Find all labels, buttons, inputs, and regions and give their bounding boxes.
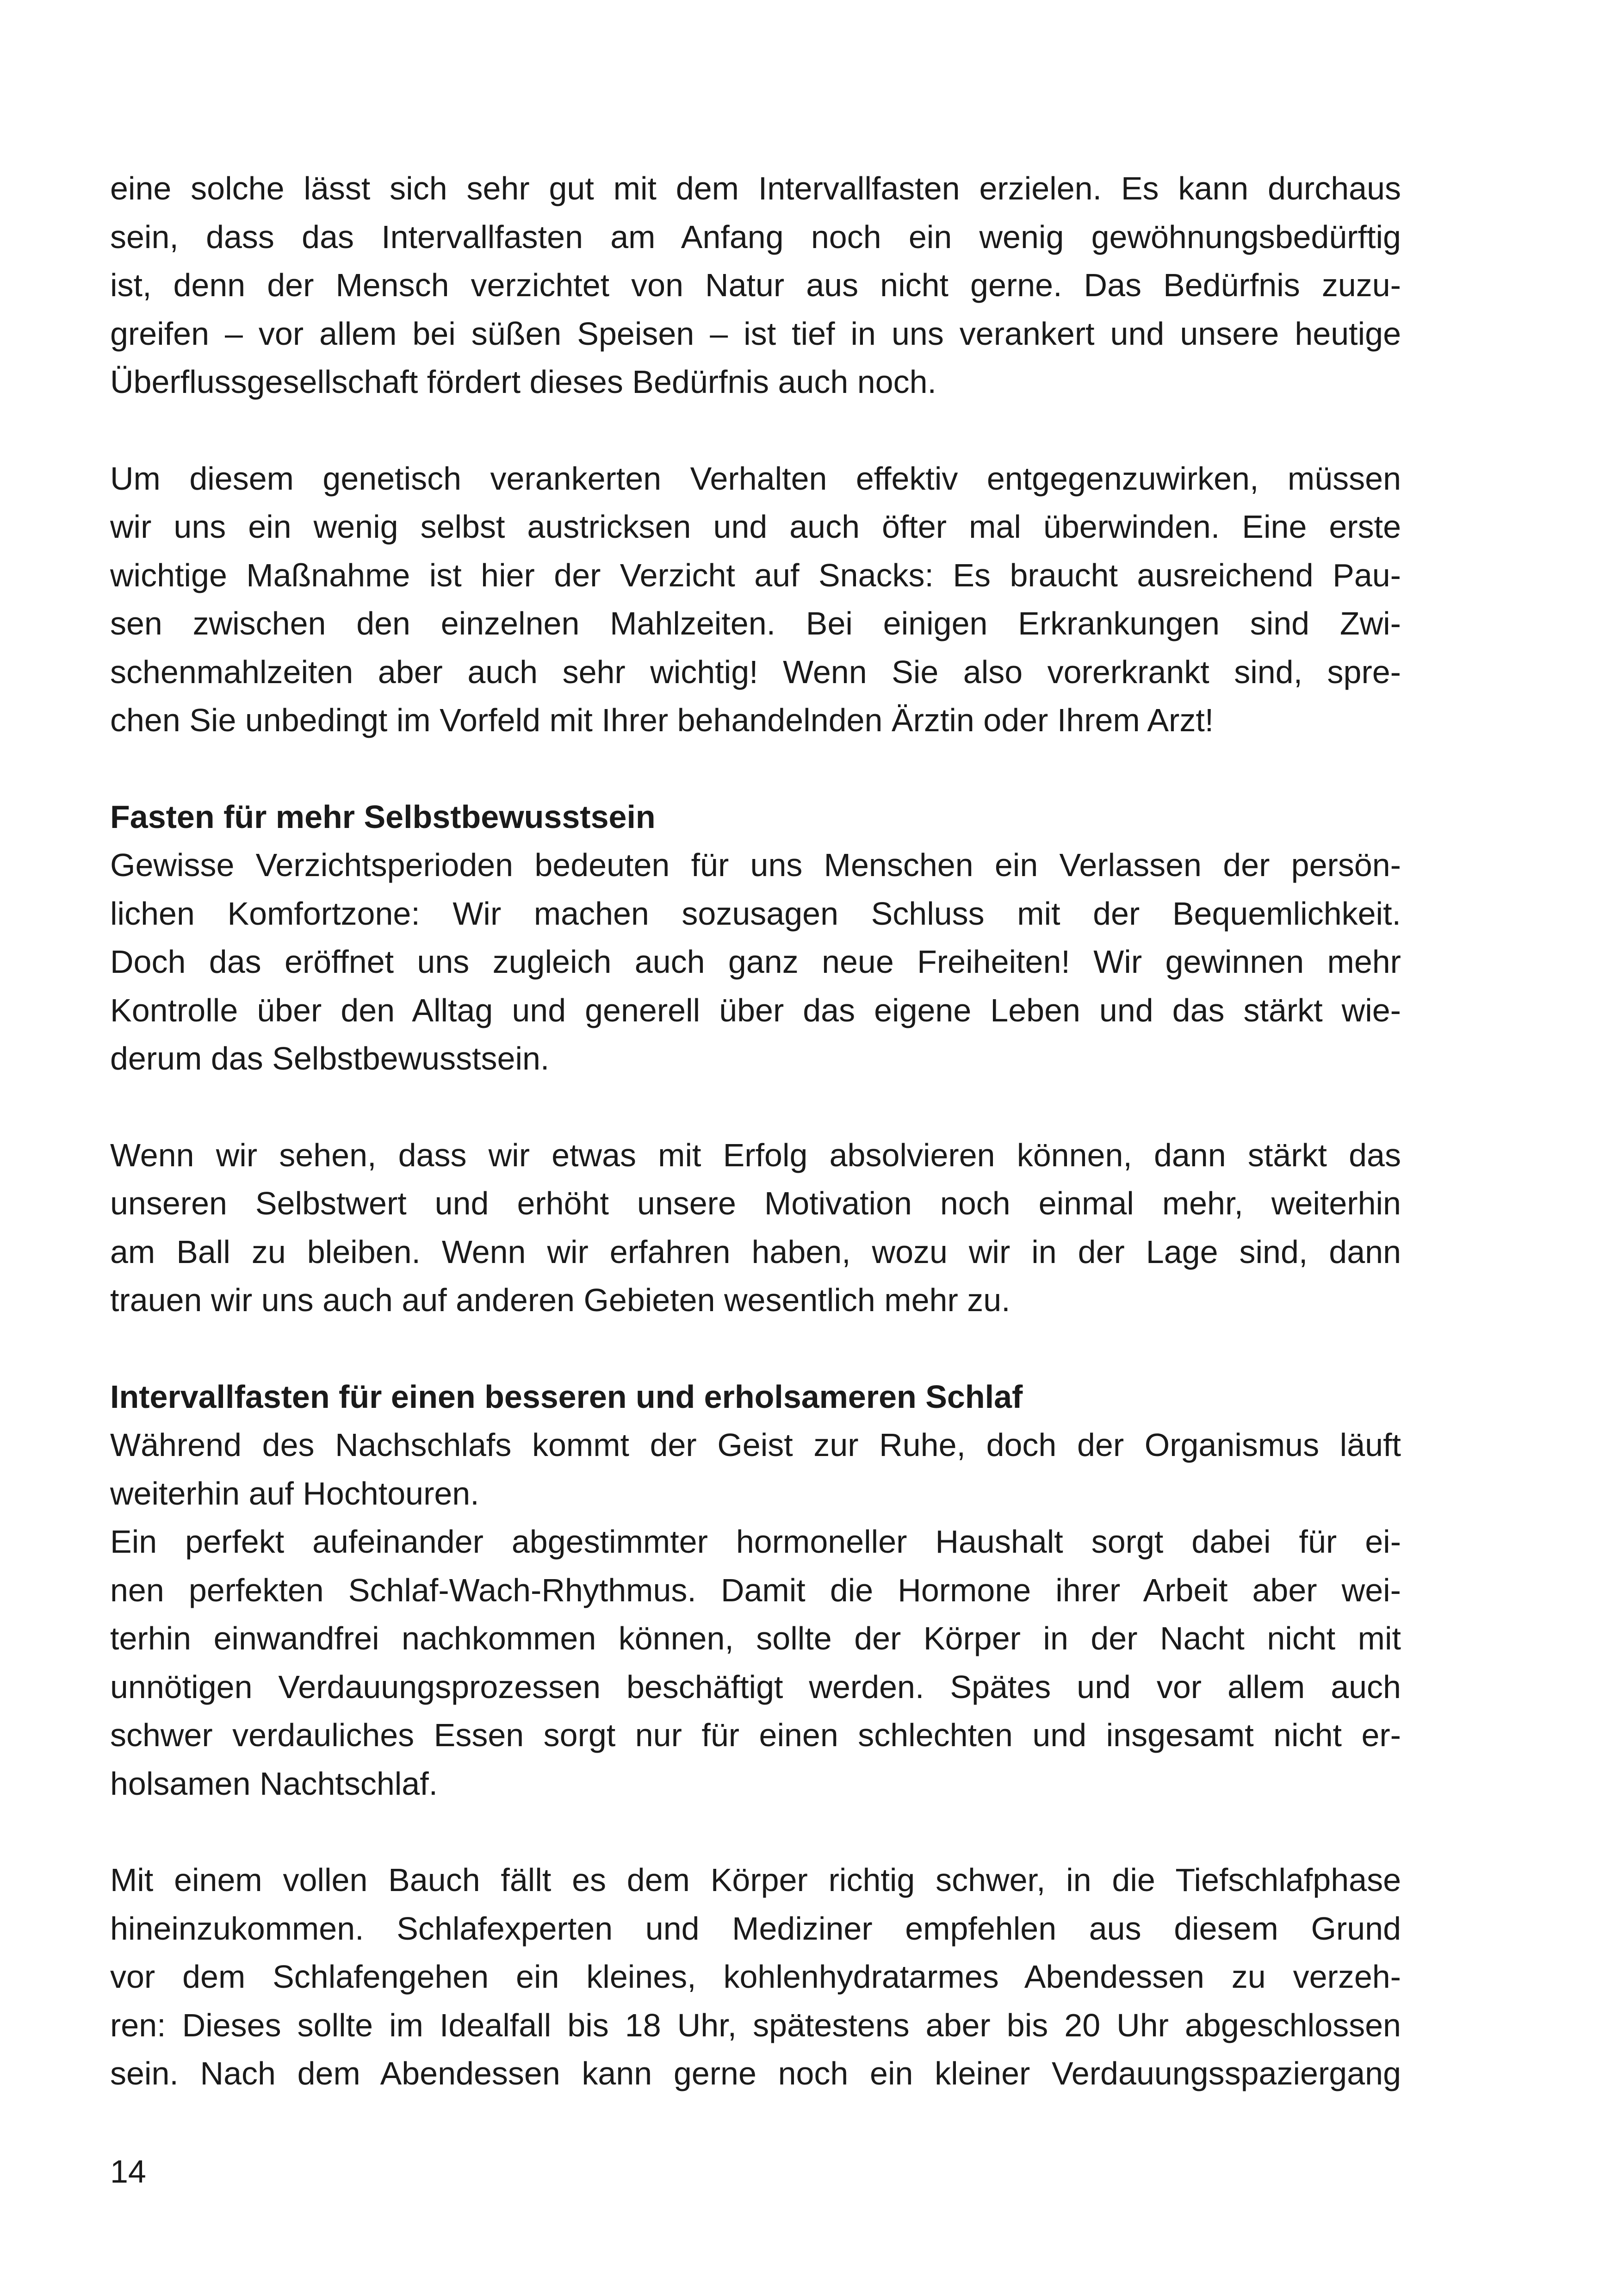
- text-line: unseren Selbstwert und erhöht unsere Motivation noch einmal mehr, weiterhin: [110, 1185, 1401, 1221]
- text-line: Wenn wir sehen, dass wir etwas mit Erfolg absolvieren können, dann stärkt das: [110, 1137, 1401, 1173]
- paragraph-gap: [110, 406, 1401, 454]
- text-line: Gewisse Verzichtsperioden bedeuten für uns Menschen ein Verlassen der persön-: [110, 847, 1401, 883]
- text-line: Mit einem vollen Bauch fällt es dem Körper richtig schwer, in die Tiefschlafphase: [110, 1862, 1401, 1898]
- text-line: lichen Komfortzone: Wir machen sozusagen Schluss mit der Bequemlichkeit.: [110, 895, 1401, 932]
- text-line: hineinzukommen. Schlafexperten und Mediziner empfehlen aus diesem Grund: [110, 1910, 1401, 1947]
- paragraph: [110, 1131, 1401, 1325]
- text-line: chen Sie unbedingt im Vorfeld mit Ihrer behandelnden Ärztin oder Ihrem Arzt!: [110, 702, 1214, 738]
- text-line: sein, dass das Intervallfasten am Anfang noch ein wenig gewöhnungsbedürftig: [110, 218, 1401, 255]
- paragraph: [110, 1421, 1401, 1518]
- text-line: weiterhin auf Hochtouren.: [110, 1475, 479, 1512]
- paragraph: [110, 841, 1401, 1083]
- paragraph-gap: [110, 1083, 1401, 1131]
- text-line: holsamen Nachtschlaf.: [110, 1765, 438, 1802]
- text-line: eine solche lässt sich sehr gut mit dem Intervallfasten erzielen. Es kann durchaus: [110, 170, 1401, 206]
- paragraph: [110, 1856, 1401, 2098]
- text-line: sein. Nach dem Abendessen kann gerne noch ein kleiner Verdauungsspaziergang: [110, 2055, 1401, 2091]
- text-line: trauen wir uns auch auf anderen Gebieten wesentlich mehr zu.: [110, 1282, 1010, 1318]
- text-line: Doch das eröffnet uns zugleich auch ganz neue Freiheiten! Wir gewinnen mehr: [110, 944, 1401, 980]
- paragraph-gap: [110, 1808, 1401, 1856]
- paragraph: [110, 454, 1401, 745]
- text-line: sen zwischen den einzelnen Mahlzeiten. Bei einigen Erkrankungen sind Zwi-: [110, 605, 1401, 641]
- text-line: Während des Nachschlafs kommt der Geist zur Ruhe, doch der Organismus läuft: [110, 1427, 1401, 1463]
- text-line: Überflussgesellschaft fördert dieses Bedürfnis auch noch.: [110, 364, 936, 400]
- section-heading: Intervallfasten für einen besseren und erholsameren Schlaf: [110, 1378, 1023, 1415]
- body-text: [110, 164, 1401, 2098]
- text-line: schwer verdauliches Essen sorgt nur für einen schlechten und insgesamt nicht er-: [110, 1717, 1401, 1753]
- text-line: derum das Selbstbewusstsein.: [110, 1040, 550, 1076]
- text-line: Ein perfekt aufeinander abgestimmter hormoneller Haushalt sorgt dabei für ei-: [110, 1524, 1401, 1560]
- text-line: wir uns ein wenig selbst austricksen und auch öfter mal überwinden. Eine erste: [110, 509, 1401, 545]
- text-line: vor dem Schlafengehen ein kleines, kohlenhydratarmes Abendessen zu verzeh-: [110, 1959, 1401, 1995]
- section-heading: Fasten für mehr Selbstbewusstsein: [110, 798, 656, 835]
- page-number: 14: [110, 2153, 146, 2190]
- text-line: wichtige Maßnahme ist hier der Verzicht auf Snacks: Es braucht ausreichend Pau-: [110, 557, 1401, 593]
- paragraph-gap: [110, 745, 1401, 793]
- paragraph-gap: [110, 1325, 1401, 1373]
- paragraph: [110, 1518, 1401, 1808]
- text-line: ren: Dieses sollte im Idealfall bis 18 Uhr, spätestens aber bis 20 Uhr abgeschlossen: [110, 2007, 1401, 2043]
- text-line: schenmahlzeiten aber auch sehr wichtig! Wenn Sie also vorerkrankt sind, spre-: [110, 653, 1401, 690]
- text-line: Kontrolle über den Alltag und generell über das eigene Leben und das stärkt wie-: [110, 992, 1401, 1028]
- paragraph: [110, 164, 1401, 406]
- text-line: Um diesem genetisch verankerten Verhalten effektiv entgegenzuwirken, müssen: [110, 460, 1401, 497]
- text-line: terhin einwandfrei nachkommen können, sollte der Körper in der Nacht nicht mit: [110, 1620, 1401, 1656]
- text-line: unnötigen Verdauungsprozessen beschäftigt werden. Spätes und vor allem auch: [110, 1668, 1401, 1705]
- text-line: ist, denn der Mensch verzichtet von Natur aus nicht gerne. Das Bedürfnis zuzu-: [110, 267, 1401, 303]
- text-line: am Ball zu bleiben. Wenn wir erfahren haben, wozu wir in der Lage sind, dann: [110, 1233, 1401, 1270]
- text-line: greifen – vor allem bei süßen Speisen – ist tief in uns verankert und unsere heutige: [110, 315, 1401, 352]
- text-line: nen perfekten Schlaf-Wach-Rhythmus. Damit die Hormone ihrer Arbeit aber wei-: [110, 1572, 1401, 1608]
